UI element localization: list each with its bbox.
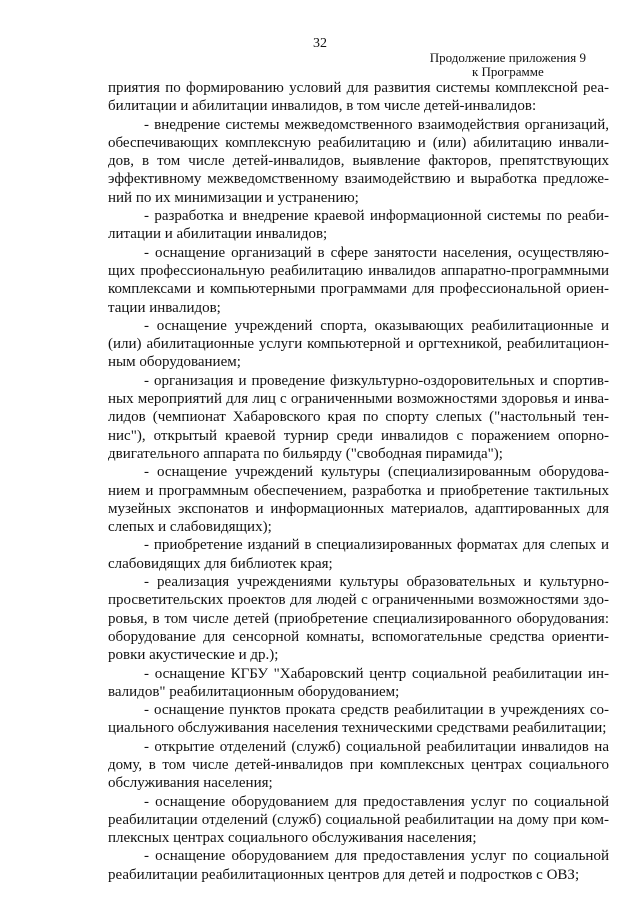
paragraph: [108, 793, 609, 848]
text-line: обеспечивающих комплексную реабилитацию и (или) абилитацию инвали-: [108, 134, 609, 151]
text-line: реабилитации реабилитационных центров для детей и подростков с ОВЗ;: [108, 866, 580, 883]
text-line: - оснащение учреждений спорта, оказывающих реабилитационные и: [144, 317, 609, 334]
paragraph: [108, 372, 609, 463]
text-line: циального обслуживания населения техническими средствами реабилитации;: [108, 720, 607, 737]
text-line: - открытие отделений (служб) социальной реабилитации инвалидов на: [144, 738, 609, 755]
text-line: - оснащение пунктов проката средств реабилитации в учреждениях со-: [144, 702, 609, 719]
page-number: 32: [313, 36, 327, 51]
text-line: валидов" реабилитационным оборудованием;: [108, 683, 400, 700]
text-line: тации инвалидов;: [108, 299, 221, 316]
text-line: слабовидящих для библиотек края;: [108, 555, 333, 572]
paragraph: [108, 701, 609, 738]
text-line: - внедрение системы межведомственного взаимодействия организаций,: [144, 116, 609, 133]
text-line: обслуживания населения;: [108, 775, 273, 792]
continuation-line-1: Продолжение приложения 9: [429, 50, 586, 65]
paragraph: [108, 317, 609, 372]
text-line: (или) абилитационные услуги компьютерной и оргтехникой, реабилитацион-: [108, 336, 609, 353]
appendix-continuation-note: [430, 51, 586, 79]
paragraph: [108, 536, 609, 573]
text-line: дов, в том числе детей-инвалидов, выявление факторов, препятствующих: [108, 153, 609, 170]
text-line: оборудование для сенсорной комнаты, вспомогательные средства ориенти-: [108, 628, 609, 645]
text-line: ний по их минимизации и устранению;: [108, 189, 359, 206]
text-line: нием и программным обеспечением, разработка и приобретение тактильных: [108, 482, 609, 499]
text-line: дому, в том числе детей-инвалидов при комплексных центрах социального: [108, 756, 609, 773]
text-line: ровья, в том числе детей (приобретение специализированного оборудования:: [108, 610, 609, 627]
text-line: - оснащение учреждений культуры (специализированным оборудова-: [144, 464, 609, 481]
paragraph: [108, 573, 609, 664]
text-line: - приобретение изданий в специализированных форматах для слепых и: [144, 537, 609, 554]
paragraph: [108, 116, 609, 207]
text-line: ных мероприятий для лиц с ограниченными возможностями здоровья и инва-: [108, 391, 609, 408]
paragraph: [108, 847, 609, 884]
text-line: лидов (чемпионат Хабаровского края по спорту слепых ("настольный тен-: [108, 409, 609, 426]
paragraph: [108, 665, 609, 702]
continuation-line-2: к Программе: [471, 64, 544, 79]
text-line: комплексами и компьютерными программами для профессиональной ориен-: [108, 281, 609, 298]
text-line: ровки акустические и др.);: [108, 647, 279, 664]
text-line: - реализация учреждениями культуры образовательных и культурно-: [144, 574, 609, 591]
text-line: щих профессиональную реабилитацию инвалидов аппаратно-программными: [108, 262, 609, 279]
text-line: билитации и абилитации инвалидов, в том числе детей-инвалидов:: [108, 98, 537, 115]
text-line: плексных центрах социального обслуживания населения;: [108, 830, 477, 847]
paragraph: [108, 79, 609, 116]
text-line: литации и абилитации инвалидов;: [108, 226, 328, 243]
text-line: слепых и слабовидящих);: [108, 519, 272, 536]
text-line: эффективному межведомственному взаимодействию и выработка предложе-: [108, 171, 609, 188]
text-line: нис"), открытый краевой турнир среди инвалидов с поражением опорно-: [108, 427, 609, 444]
text-line: - разработка и внедрение краевой информационной системы по реаби-: [144, 208, 609, 225]
paragraph: [108, 463, 609, 536]
text-line: ным оборудованием;: [108, 354, 241, 371]
document-body: [108, 79, 609, 884]
text-line: - оснащение КГБУ "Хабаровский центр социальной реабилитации ин-: [144, 665, 609, 682]
text-line: - оснащение оборудованием для предоставления услуг по социальной: [144, 793, 609, 810]
paragraph: [108, 207, 609, 244]
text-line: - организация и проведение физкультурно-оздоровительных и спортив-: [144, 372, 609, 389]
text-line: реабилитации отделений (служб) социальной реабилитации на дому при ком-: [108, 811, 609, 828]
text-line: просветительских проектов для людей с ограниченными возможностями здо-: [108, 592, 609, 609]
text-line: - оснащение организаций в сфере занятости населения, осуществляю-: [144, 244, 609, 261]
text-line: приятия по формированию условий для развития системы комплексной реа-: [108, 80, 609, 96]
text-line: - оснащение оборудованием для предоставления услуг по социальной: [144, 848, 609, 865]
paragraph: [108, 738, 609, 793]
text-line: двигательного аппарата по бильярду ("свободная пирамида");: [108, 445, 503, 462]
text-line: музейных экспонатов и информационных материалов, адаптированных для: [108, 500, 609, 517]
paragraph: [108, 244, 609, 317]
